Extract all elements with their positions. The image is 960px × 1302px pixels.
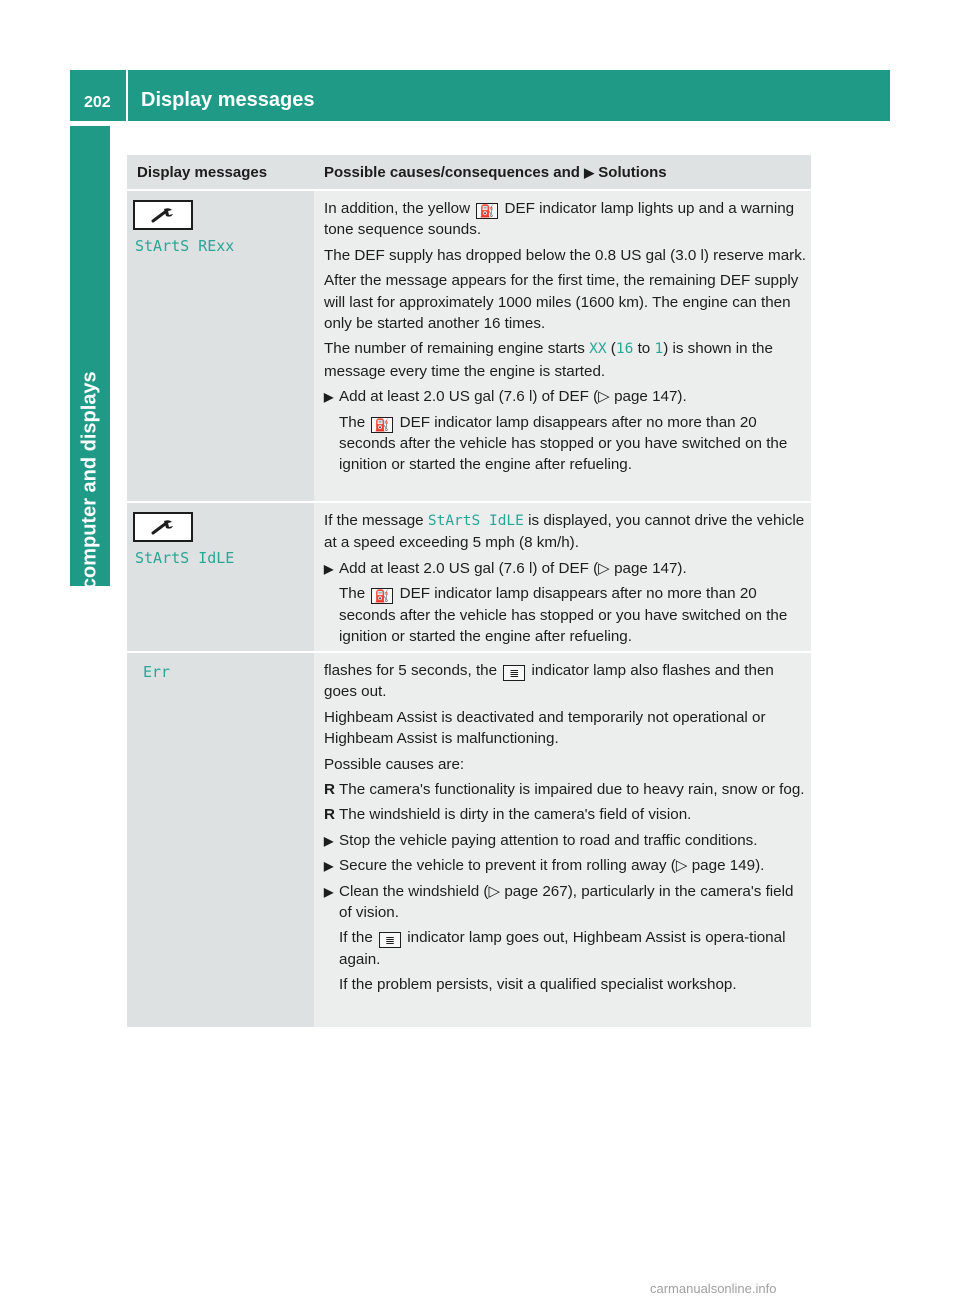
paragraph: If the message StArtS IdLE is displayed, you cannot drive the vehicle at a speed exceeding 5 mph (8 km/h). bbox=[324, 512, 805, 552]
wrench-icon bbox=[133, 200, 193, 230]
list-item: R The windshield is dirty in the camera's field of vision. bbox=[324, 804, 808, 825]
page-reference-link[interactable]: page 149). bbox=[691, 857, 765, 875]
paragraph: The number of remaining engine starts XX (16 to 1) is shown in the message every time the engine is started. bbox=[324, 340, 773, 380]
def-indicator-icon: ⛽ bbox=[476, 203, 498, 219]
page-title: Display messages bbox=[141, 89, 315, 111]
wrench-glyph bbox=[150, 518, 176, 536]
display-message-starts-rexx: StArtS RExx bbox=[135, 237, 235, 255]
page-pointer-icon: ▷ bbox=[488, 882, 501, 900]
instruction-step: ▶ Add at least 2.0 US gal (7.6 l) of DEF (▷ page 147). bbox=[324, 386, 808, 407]
paragraph: The DEF supply has dropped below the 0.8 US gal (3.0 l) reserve mark. bbox=[324, 246, 807, 264]
page-reference-link[interactable]: page 147). bbox=[614, 559, 687, 577]
display-message-err: Err bbox=[143, 663, 171, 681]
arrow-icon: ▶ bbox=[324, 859, 334, 874]
arrow-icon: ▶ bbox=[324, 390, 334, 405]
side-tab-label: On-board computer and displays bbox=[78, 371, 101, 685]
paragraph: Highbeam Assist is deactivated and temporarily not operational or Highbeam Assist is malfunctioning. bbox=[324, 708, 766, 748]
page-reference-link[interactable]: page 267), particularly in the camera's field of vision. bbox=[339, 882, 794, 922]
result-text: If the ≣ indicator lamp goes out, Highbeam Assist is opera-tional again. bbox=[339, 929, 786, 968]
list-item: R The camera's functionality is impaired due to heavy rain, snow or fog. bbox=[324, 779, 808, 800]
result-text: If the problem persists, visit a qualified specialist workshop. bbox=[339, 976, 737, 994]
result-text: The ⛽ DEF indicator lamp disappears after no more than 20 seconds after the vehicle has stopped or you have switched on the ignition or started the engine after refueling. bbox=[339, 585, 788, 646]
def-indicator-icon: ⛽ bbox=[371, 588, 393, 604]
wrench-glyph bbox=[150, 206, 176, 224]
result-text: The ⛽ DEF indicator lamp disappears after no more than 20 seconds after the vehicle has stopped or you have switched on the ignition or started the engine after refueling. bbox=[339, 413, 788, 474]
row1-text bbox=[324, 198, 808, 480]
page-number: 202 bbox=[84, 94, 111, 111]
column-header-causes: Possible causes/consequences and ▶ Solutions bbox=[324, 164, 667, 181]
row3-message-cell bbox=[127, 653, 314, 1027]
bullet-icon: R bbox=[324, 806, 335, 824]
highbeam-indicator-icon: ≣ bbox=[379, 932, 401, 948]
bullet-icon: R bbox=[324, 781, 335, 799]
arrow-icon: ▶ bbox=[324, 884, 334, 899]
instruction-step: ▶ Secure the vehicle to prevent it from rolling away (▷ page 149). bbox=[324, 855, 808, 876]
column-header-messages: Display messages bbox=[137, 164, 268, 181]
highbeam-indicator-icon: ≣ bbox=[503, 665, 525, 681]
row3-text bbox=[324, 660, 808, 1000]
page-pointer-icon: ▷ bbox=[598, 388, 610, 406]
watermark: carmanualsonline.info bbox=[650, 1281, 777, 1296]
instruction-step: ▶ Clean the windshield (▷ page 267), particularly in the camera's field of vision. bbox=[324, 882, 794, 922]
page-pointer-icon: ▷ bbox=[598, 559, 610, 577]
arrow-icon: ▶ bbox=[584, 165, 595, 180]
paragraph: After the message appears for the first time, the remaining DEF supply will last for approximately 1000 miles (1600 km). The engine can then only be started another 16 times. bbox=[324, 272, 799, 333]
row2-text bbox=[324, 510, 808, 651]
paragraph: In addition, the yellow ⛽ DEF indicator lamp lights up and a warning tone sequence sounds. bbox=[324, 200, 795, 239]
display-message-starts-idle: StArtS IdLE bbox=[135, 549, 235, 567]
wrench-icon bbox=[133, 512, 193, 542]
instruction-step: ▶ Add at least 2.0 US gal (7.6 l) of DEF (▷ page 147). bbox=[324, 558, 808, 579]
paragraph: flashes for 5 seconds, the ≣ indicator lamp also flashes and then goes out. bbox=[324, 662, 774, 701]
page-pointer-icon: ▷ bbox=[675, 857, 688, 875]
instruction-step: ▶ Stop the vehicle paying attention to road and traffic conditions. bbox=[324, 830, 808, 851]
paragraph: Possible causes are: bbox=[324, 755, 465, 773]
page-reference-link[interactable]: page 147). bbox=[614, 388, 687, 406]
arrow-icon: ▶ bbox=[324, 833, 334, 848]
def-indicator-icon: ⛽ bbox=[371, 417, 393, 433]
arrow-icon: ▶ bbox=[324, 561, 334, 576]
